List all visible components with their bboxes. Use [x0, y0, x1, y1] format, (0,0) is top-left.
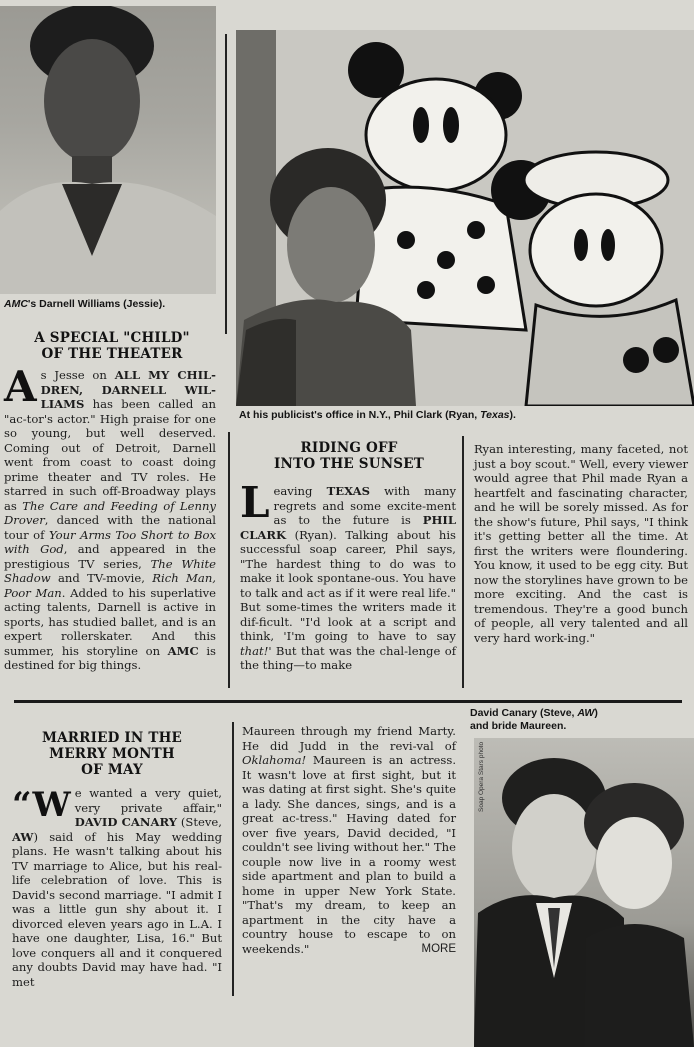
- married-dropcap: “W: [12, 785, 71, 825]
- phil-clark-photo: [236, 30, 694, 406]
- darnell-photo-caption: AMC's Darnell Williams (Jessie).: [4, 298, 166, 310]
- portrait-with-cartoon-mice-photo-icon: [236, 30, 694, 406]
- married-headline: MARRIED IN THE MERRY MONTH OF MAY: [41, 730, 183, 778]
- sunset-article-col1: Leaving TEXAS with many regrets and some excite-ment as to the future is PHIL CLARK (Ryan). Talking about his successful soap career, Phil says, "The hardest thing to do was to make it look spontane-ous. You have to talk and act as if it were real life." But some-times the writers made it dif-ficult. "I'd look at a script and think, 'I'm going to have to say that!' But that was the chal-lenge of the thing—to make: [240, 478, 457, 672]
- sunset-article-col2: Ryan interesting, many faceted, not just a boy scout." Well, every viewer would agree that Phil made Ryan a heartfelt and fascinating character, and he will be sorely missed. As for the show's future, Phil says, "I think it's getting better all the time. At first the writers were floundering. You know, it used to be egg city. But now the storylines have grown to be more exciting. And the cast is tremendous. They're a good bunch of people, all very talented and all very hard work-ing.": [474, 442, 688, 645]
- canary-photo-caption: David Canary (Steve, AW) and bride Maureen.: [470, 707, 598, 732]
- portrait-photo-icon: [0, 6, 216, 294]
- sunset-dropcap: L: [240, 478, 270, 527]
- section-divider: [14, 700, 682, 703]
- photo-divider: [225, 34, 227, 334]
- column-divider: [232, 722, 234, 996]
- sunset-headline: RIDING OFF INTO THE SUNSET: [274, 440, 424, 472]
- column-divider: [228, 432, 230, 688]
- child-dropcap: A: [4, 362, 37, 411]
- phil-photo-caption: At his publicist's office in N.Y., Phil Clark (Ryan, Texas).: [239, 409, 516, 421]
- photo-credit: Soap Opera Stars photo: [478, 741, 485, 812]
- more-link[interactable]: MORE: [421, 942, 456, 955]
- darnell-williams-photo: [0, 6, 216, 294]
- column-divider: [462, 436, 464, 688]
- child-article-body: As Jesse on ALL MY CHIL-DREN, DARNELL WIL-LIAMS has been called an "ac-tor's actor." High praise for one so young, but well deserved. Coming out of Detroit, Darnell went from coast to coast doing prime theater and TV roles. He starred in such off-Broadway plays as The Care and Feeding of Lenny Drover, danced with the national tour of Your Arms Too Short to Box with God, and appeared in the prestigious TV series, The White Shadow and TV-movie, Rich Man, Poor Man. Added to his superlative acting talents, Darnell is active in sports, has studied ballet, and is an expert rollerskater. And this summer, his storyline on AMC is destined for big things.: [4, 362, 217, 672]
- married-article-col2: Maureen through my friend Marty. He did Judd in the revi-val of Oklahoma! Maureen is an actress. It wasn't love at first sight, but it was dating at first sight. She's quite a lady. She dances, sings, and is a great ac-tress." Having dated for over five years, David decided, "I couldn't see living without her." The couple now live in a roomy west side apartment and plan to build a home in upper New York State. "That's my dream, to keep an apartment in the city have a country house to escape to on weekends." MORE: [242, 724, 456, 956]
- wedding-couple-photo-icon: [474, 738, 694, 1047]
- married-article-col1: “W e wanted a very quiet, very private affair," DAVID CANARY (Steve, AW) said of his May wedding plans. He wasn't talking about his TV marriage to Alice, but his real-life celebration of love. This is David's second marriage. "I admit I was a little gun shy about it. I divorced eleven years ago in L.A. I have one daughter, Lisa, 16." But love conquers all and it conquered any doubts David may have had. "I met: [12, 785, 222, 989]
- david-canary-photo: [474, 738, 694, 1047]
- child-headline: A SPECIAL "CHILD" OF THE THEATER: [34, 330, 190, 362]
